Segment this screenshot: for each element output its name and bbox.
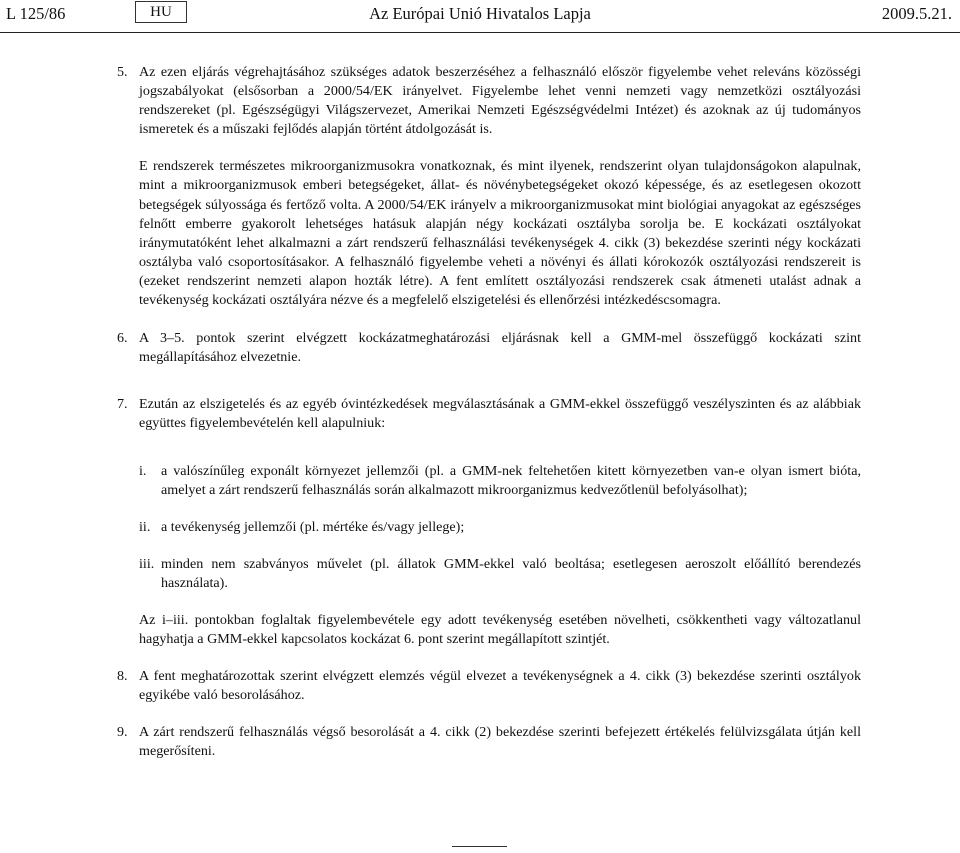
language-badge: HU [135,1,187,23]
header-divider [0,32,960,33]
page-reference: L 125/86 [6,4,66,23]
paragraph-text: Az ezen eljárás végrehajtásához szükséges adatok beszerzéséhez a felhasználó először figyelembe vehet releváns közösségi jogszabályokat (elsősorban a 2000/54/EK irányelvet. Figyelembe lehet venni nemzeti vagy nemzetközi osztályozási rendszereket (pl. Egészségügyi Világszervezet, Amerikai Nemzeti Egészségvédelmi Intézet) és azoknak az új tudományos ismeretek és a műszaki fejlődés alapján történt átdolgozását is. [139,64,861,138]
list-item-ii [0,518,960,537]
paragraph-number: 9. [117,724,128,741]
list-item-text: a valószínűleg exponált környezet jellemzői (pl. a GMM-nek feltehetően kitett környezetben van-e olyan ismert bióta, amelyet a zárt rendszerű felhasználás során alkalmazott mikroorganizmus kedvezőtlenül befolyásolhat); [161,462,861,498]
list-item-text: a tevékenység jellemzői (pl. mértéke és/vagy jellege); [161,518,465,535]
paragraph-9 [0,723,960,761]
footer-divider [452,846,507,847]
paragraph-number: 6. [117,330,128,347]
paragraph-7 [0,395,960,433]
publication-date: 2009.5.21. [881,4,952,23]
list-item-i [0,462,960,500]
paragraph-8 [0,667,960,705]
document-body [0,63,960,762]
paragraph-text: E rendszerek természetes mikroorganizmusokra vonatkoznak, és mint ilyenek, rendszerint olyan tulajdonságokon alapulnak, mint a mikroorganizmusok emberi betegségeket, állat- és növénybetegségeket okozó képessége, és az esetlegesen okozott betegségek súlyossága és fertőző volta. A 2000/54/EK irányelv a mikroorganizmusokat mint biológiai anyagokat az egészséges felnőtt emberre gyakorolt lehetséges hatásuk alapján négy kockázati osztályba sorolja be. E kockázati osztályokat iránymutatóként lehet alkalmazni a zárt rendszerű felhasználási tevékenységek 4. cikk (3) bekezdése szerinti négy kockázati osztályba való csoportosításakor. A felhasználó figyelembe veheti a növényi és állati kórokozók osztályozási rendszereit is (ezeket rendszerint nemzeti alapon hozták létre). A fent említett osztályozási rendszerek csak átmeneti utalást adnak a tevékenység kockázati osztályára nézve és a megfelelő elszigetelési és ellenőrzési intézkedéscsomagra. [139,158,861,309]
paragraph-text: Ezután az elszigetelés és az egyéb óvintézkedések megválasztásának a GMM-ekkel összefüggő veszélyszinten és az alábbiak együttes figyelembevételén kell alapulniuk: [139,396,861,432]
list-item-number: ii. [139,518,151,535]
paragraph-number: 7. [117,396,128,413]
journal-title: Az Európai Unió Hivatalos Lapja [369,4,591,23]
paragraph-text: A zárt rendszerű felhasználás végső besorolását a 4. cikk (2) bekezdése szerinti befejezett értékelés felülvizsgálata útján kell megerősíteni. [139,724,861,760]
paragraph-text: Az i–iii. pontokban foglaltak figyelembevétele egy adott tevékenység esetében növelheti, csökkentheti vagy változatlanul hagyhatja a GMM-ekkel kapcsolatos kockázat 6. pont szerint megállapított szintjét. [139,611,861,648]
paragraph-5-continuation [0,157,960,310]
paragraph-5 [0,63,960,139]
paragraph-number: 8. [117,668,128,685]
list-item-number: iii. [139,555,155,572]
paragraph-6 [0,329,960,367]
page-header [0,0,960,32]
paragraph-text: A fent meghatározottak szerint elvégzett elemzés végül elvezet a tevékenységnek a 4. cikk (3) bekezdése szerinti osztályok egyikébe való besorolásához. [139,668,861,704]
paragraph-7-continuation [0,611,960,649]
list-item-text: minden nem szabványos művelet (pl. állatok GMM-ekkel való beoltása; esetlegesen aeroszolt előállító berendezés használata). [161,555,861,591]
paragraph-number: 5. [117,64,128,80]
list-item-iii [0,555,960,593]
list-item-number: i. [139,462,147,479]
paragraph-text: A 3–5. pontok szerint elvégzett kockázatmeghatározási eljárásnak kell a GMM-mel összefüggő kockázati szint megállapításához elvezetnie. [139,330,861,366]
